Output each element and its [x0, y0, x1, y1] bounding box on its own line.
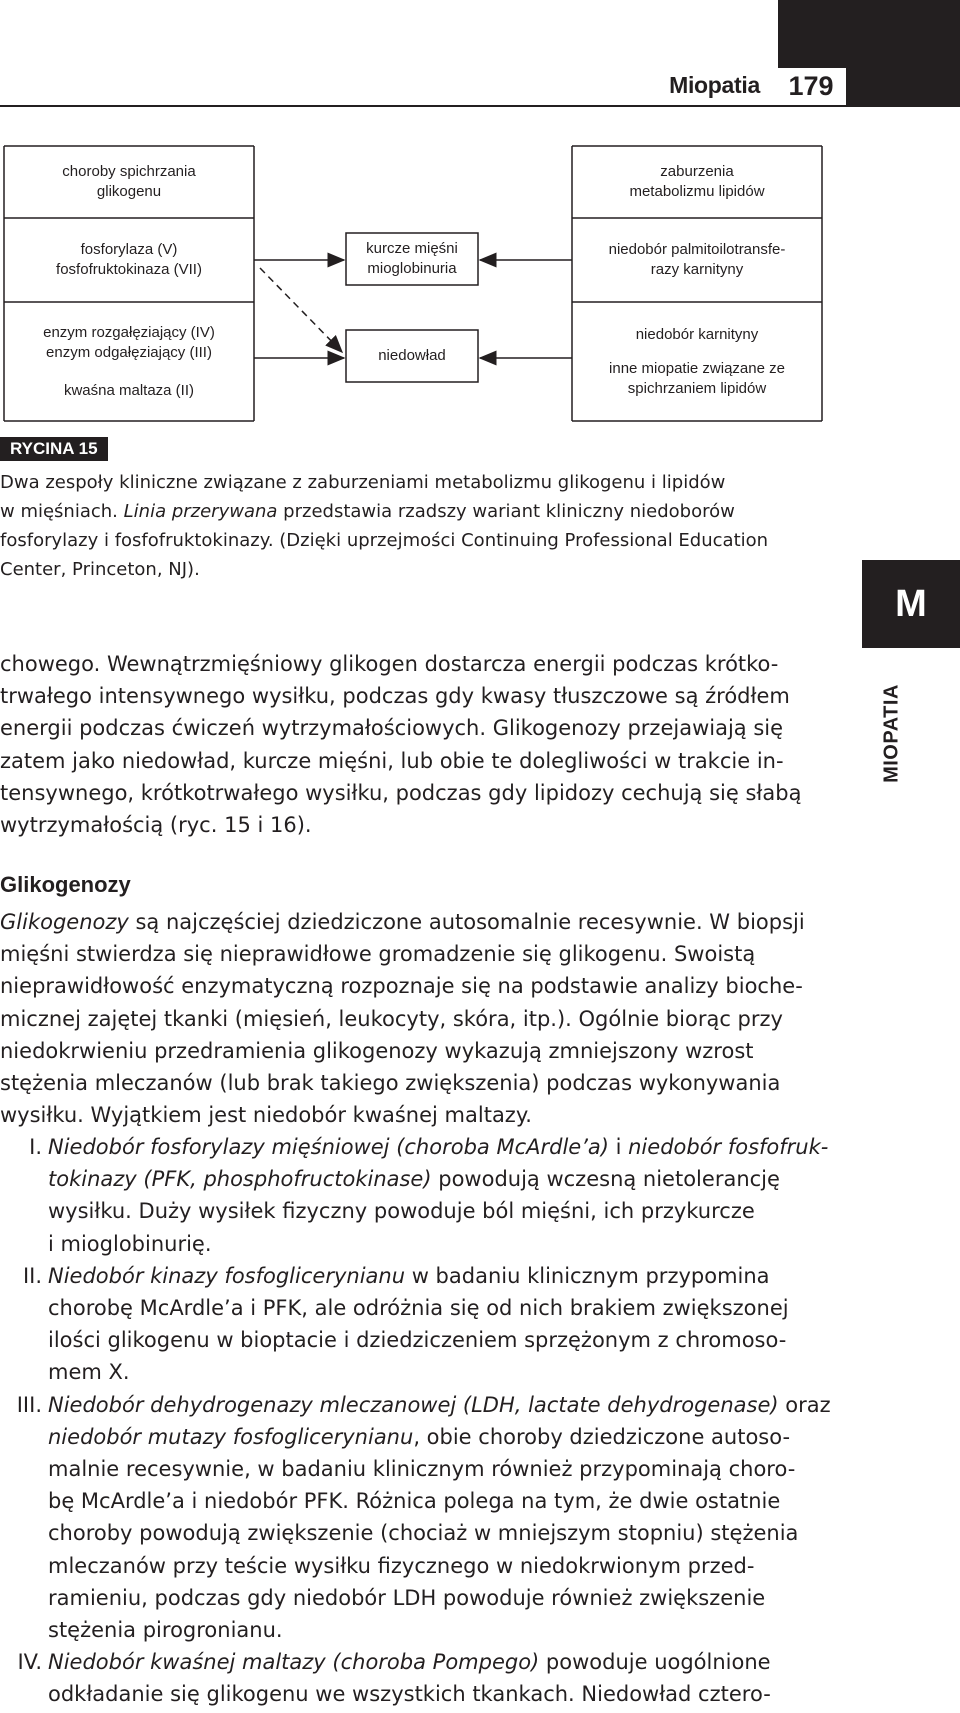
- section-heading: Glikogenozy: [0, 872, 131, 897]
- numbered-list: [0, 1131, 831, 1711]
- italic-term: Niedobór dehydrogenazy mleczanowej (LDH, lactate dehydrogenase): [48, 1392, 779, 1417]
- text-line: malnie recesywnie, w badaniu klinicznym również przypominają choro-: [48, 1457, 796, 1482]
- left-row2-line1: enzym rozgałęziający (IV): [43, 323, 215, 341]
- italic-term: Niedobór fosforylazy mięśniowej (choroba McArdle’a): [48, 1135, 609, 1159]
- text-line: wytrzymałością (ryc. 15 i 16).: [0, 813, 312, 838]
- text-line: [48, 1260, 831, 1292]
- right-row2: [572, 302, 822, 421]
- list-number: IV.: [17, 1650, 42, 1675]
- text-line: wysiłku. Wyjątkiem jest niedobór kwaśnej maltazy.: [0, 1103, 532, 1128]
- text-line: [48, 1131, 831, 1163]
- middle-box1-line1: kurcze mięśni: [366, 240, 458, 257]
- intro-paragraph: [0, 648, 801, 841]
- caption-text: w mięśniach.: [0, 501, 118, 522]
- left-title-line1: choroby spichrzania: [62, 163, 196, 180]
- left-title: [4, 146, 254, 218]
- text-span: powoduje uogólnione: [539, 1650, 771, 1675]
- right-row2-extra2: spichrzaniem lipidów: [627, 379, 767, 397]
- right-title-line2: metabolizmu lipidów: [629, 183, 765, 200]
- thumb-tab-text: MIOPATIA: [880, 684, 903, 783]
- thumb-tab-letter: M: [862, 560, 960, 648]
- text-line: [0, 906, 805, 938]
- text-line: niedokrwieniu przedramienia glikogenozy wykazują zmniejszony wzrost: [0, 1038, 754, 1063]
- text-line: [48, 1163, 831, 1195]
- text-line: stężenia pirogronianu.: [48, 1618, 283, 1643]
- left-row2: [4, 302, 254, 421]
- right-row1-line2: razy karnityny: [650, 261, 744, 278]
- list-item: [0, 1260, 831, 1389]
- text-line: nieprawidłowość enzymatyczną rozpoznaje się na podstawie analizy bioche-: [0, 974, 803, 999]
- text-span: są najczęściej dziedziczone autosomalnie recesywnie. W biopsji: [128, 910, 805, 934]
- thumb-tab-label: [872, 680, 912, 790]
- italic-term: Niedobór kinazy fosfoglicerynianu: [48, 1263, 406, 1288]
- text-line: chorobę McArdle’a i PFK, ale odróżnia się od nich brakiem zwiększonej: [48, 1296, 789, 1321]
- figure-caption: [0, 468, 820, 584]
- text-span: powodują wczesną nietolerancję: [431, 1167, 780, 1192]
- text-span: w badaniu klinicznym przypomina: [405, 1263, 770, 1288]
- left-row1-line2: fosfofruktokinaza (VII): [56, 261, 202, 278]
- text-line: wysiłku. Duży wysiłek fizyczny powoduje ból mięśni, ich przykurcze: [48, 1199, 755, 1224]
- figure-label: RYCINA 15: [0, 437, 108, 461]
- text-line: choroby powodują zwiększenie (chociaż w mniejszym stopniu) stężenia: [48, 1521, 799, 1546]
- text-line: micznej zajętej tkanki (mięsień, leukocyty, skóra, itp.). Ogólnie biorąc przy: [0, 1006, 783, 1031]
- right-row2-line1: niedobór karnityny: [635, 325, 759, 343]
- text-line: i mioglobinurię.: [48, 1231, 212, 1256]
- list-number: II.: [22, 1263, 42, 1288]
- caption-line: fosforylazy i fosfofruktokinazy. (Dzięki uprzejmości Continuing Professional Education: [0, 530, 769, 551]
- list-number: III.: [16, 1392, 42, 1417]
- right-row2-extra1: inne miopatie związane ze: [609, 359, 785, 377]
- text-line: mięśni stwierdza się nieprawidłowe gromadzenie się glikogenu. Swoistą: [0, 942, 756, 967]
- italic-term: niedobór fosfofruk-: [628, 1135, 829, 1159]
- text-line: trwałego intensywnego wysiłku, podczas gdy kwasy tłuszczowe są źródłem: [0, 684, 790, 709]
- text-line: energii podczas ćwiczeń wytrzymałościowych. Glikogenozy przejawiają się: [0, 716, 784, 741]
- section-paragraph: [0, 906, 805, 1131]
- text-line: [48, 1646, 831, 1678]
- caption-line: [0, 497, 820, 526]
- right-title: [572, 146, 822, 218]
- text-line: stężenia mleczanów (lub brak takiego zwiększenia) podczas wykonywania: [0, 1071, 781, 1096]
- list-number: I.: [29, 1135, 42, 1159]
- middle-box1: [346, 233, 478, 285]
- text-line: [48, 1421, 831, 1453]
- middle-box2: [346, 330, 478, 382]
- caption-line: Center, Princeton, NJ).: [0, 559, 200, 580]
- page-number: 179: [776, 68, 846, 105]
- caption-line: Dwa zespoły kliniczne związane z zaburzeniami metabolizmu glikogenu i lipidów: [0, 472, 726, 493]
- left-row1-line1: fosforylaza (V): [80, 241, 178, 258]
- running-title: Miopatia: [669, 72, 760, 98]
- italic-term: Glikogenozy: [0, 910, 129, 934]
- italic-term: Niedobór kwaśnej maltazy (choroba Pompego): [48, 1650, 540, 1675]
- text-line: ramieniu, podczas gdy niedobór LDH powoduje również zwiększenie: [48, 1585, 766, 1610]
- left-row1: [4, 218, 254, 302]
- left-title-line2: glikogenu: [96, 183, 162, 200]
- middle-box2-line1: niedowład: [378, 347, 446, 364]
- italic-term: niedobór mutazy fosfoglicerynianu: [48, 1424, 414, 1449]
- right-title-line1: zaburzenia: [660, 163, 734, 180]
- left-row2-extra: kwaśna maltaza (II): [63, 381, 195, 399]
- text-line: tensywnego, krótkotrwałego wysiłku, podczas gdy lipidozy cechują się słabą: [0, 780, 802, 805]
- text-span: , obie choroby dziedziczone autoso-: [413, 1424, 791, 1449]
- figure-diagram: [0, 0, 960, 430]
- right-row1-line1: niedobór palmitoilotransfe-: [608, 241, 786, 258]
- text-line: chowego. Wewnątrzmięśniowy glikogen dostarcza energii podczas krótko-: [0, 652, 779, 676]
- list-item: [0, 1131, 831, 1260]
- list-item: [0, 1646, 831, 1710]
- left-row2-line2: enzym odgałęziający (III): [46, 343, 212, 361]
- text-line: [48, 1389, 831, 1421]
- text-line: mem X.: [48, 1360, 130, 1385]
- list-item: [0, 1389, 831, 1647]
- caption-italic: Linia przerywana: [123, 501, 278, 522]
- text-span: oraz: [778, 1392, 831, 1417]
- text-line: mleczanów przy teście wysiłku fizycznego w niedokrwionym przed-: [48, 1553, 755, 1578]
- text-line: odkładanie się glikogenu we wszystkich tkankach. Niedowład cztero-: [48, 1682, 771, 1707]
- caption-text: przedstawia rzadszy wariant kliniczny niedoborów: [283, 501, 735, 522]
- right-row1: [572, 218, 822, 302]
- text-line: ilości glikogenu w bioptacie i dziedziczeniem sprzężonym z chromoso-: [48, 1328, 787, 1353]
- italic-term: tokinazy (PFK, phosphofructokinase): [48, 1167, 432, 1192]
- text-line: zatem jako niedowład, kurcze mięśni, lub obie te dolegliwości w trakcie in-: [0, 748, 784, 773]
- middle-box1-line2: mioglobinuria: [367, 260, 457, 277]
- text-span: i: [608, 1135, 629, 1159]
- text-line: bę McArdle’a i niedobór PFK. Różnica polega na tym, że dwie ostatnie: [48, 1489, 781, 1514]
